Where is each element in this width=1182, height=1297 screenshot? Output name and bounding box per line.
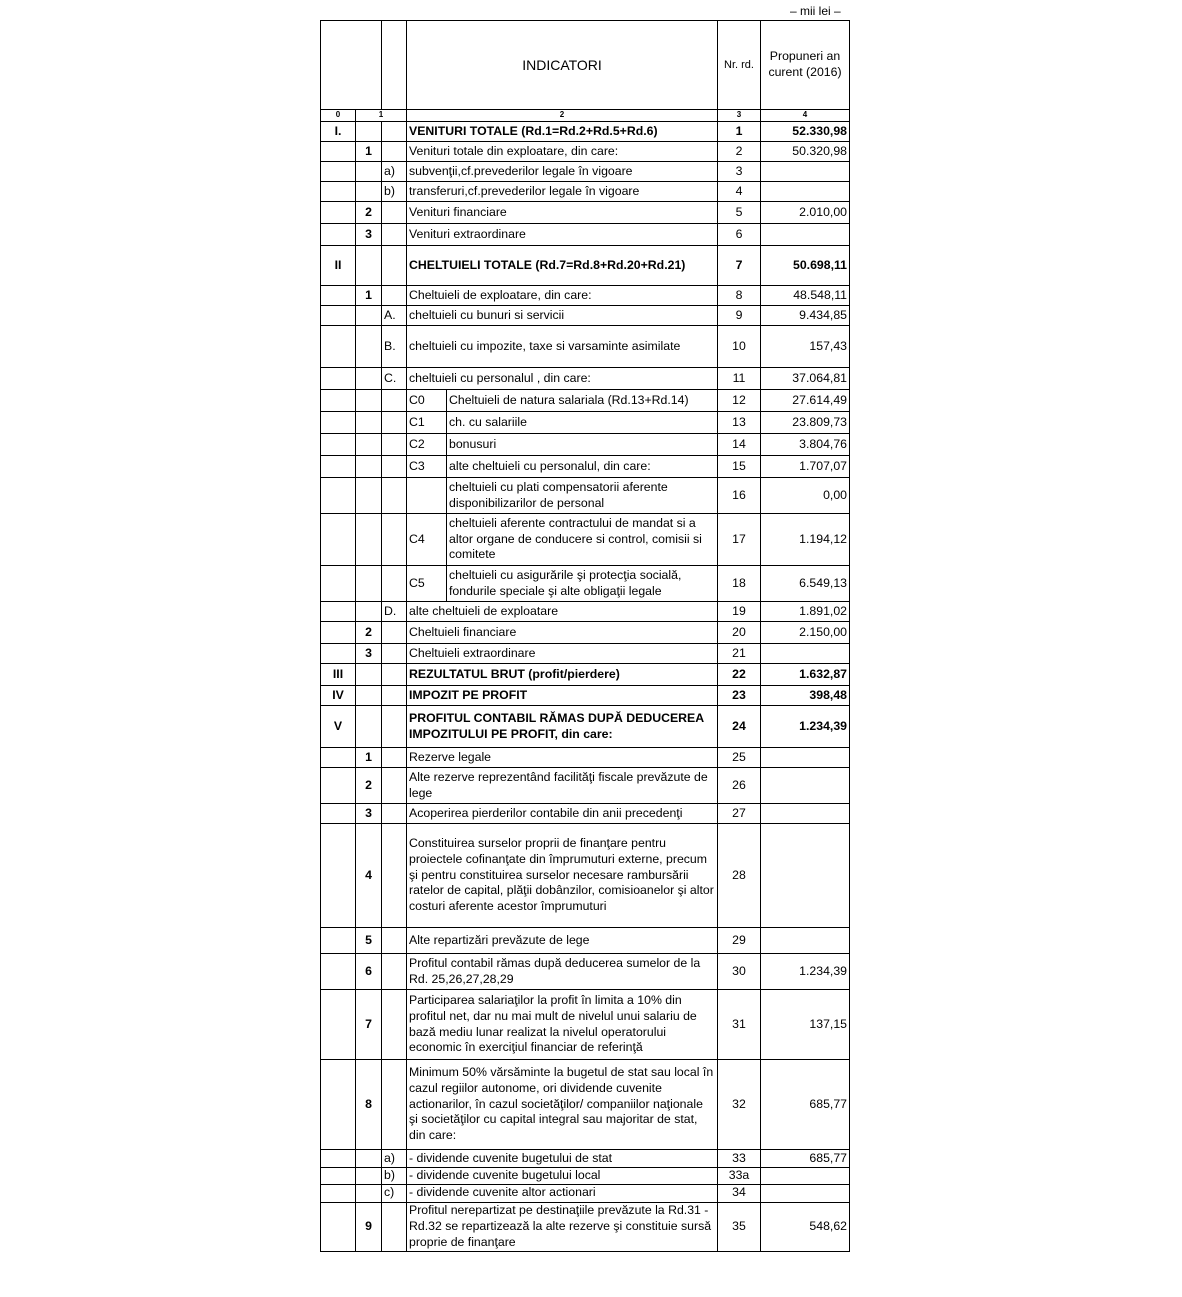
table-row — [321, 306, 850, 326]
header-indicators: INDICATORI — [407, 21, 718, 110]
sub-cell — [382, 1060, 407, 1150]
roman-cell — [321, 1168, 356, 1185]
roman-cell — [321, 390, 356, 412]
value-cell: 50.320,98 — [761, 142, 850, 162]
table-row — [321, 246, 850, 286]
sub-cell — [382, 202, 407, 224]
roman-cell — [321, 306, 356, 326]
value-cell: 137,15 — [761, 990, 850, 1060]
table-row — [321, 990, 850, 1060]
roman-cell — [321, 286, 356, 306]
table-row — [321, 1168, 850, 1185]
table-row — [321, 644, 850, 664]
roman-cell — [321, 748, 356, 768]
roman-cell — [321, 368, 356, 390]
number-cell: 1 — [356, 748, 382, 768]
indicator-cell: Rezerve legale — [407, 748, 718, 768]
indicator-cell: cheltuieli aferente contractului de mandat si a altor organe de conducere si control, comisii si comitete — [447, 514, 718, 566]
value-cell: 685,77 — [761, 1150, 850, 1168]
sub-cell — [382, 686, 407, 706]
table-row — [321, 748, 850, 768]
indicator-cell: PROFITUL CONTABIL RĂMAS DUPĂ DEDUCEREA IMPOZITULUI PE PROFIT, din care: — [407, 706, 718, 748]
roman-cell: III — [321, 664, 356, 686]
code-cell: C2 — [407, 434, 447, 456]
value-cell: 1.194,12 — [761, 514, 850, 566]
value-cell: 52.330,98 — [761, 122, 850, 142]
number-cell — [356, 602, 382, 622]
code-cell: C5 — [407, 566, 447, 602]
value-cell: 548,62 — [761, 1202, 850, 1251]
value-cell: 1.891,02 — [761, 602, 850, 622]
value-cell: 6.549,13 — [761, 566, 850, 602]
indicator-cell: cheltuieli cu asigurările şi protecţia socială, fondurile speciale şi alte obligaţii legale — [447, 566, 718, 602]
row-number-cell: 33a — [718, 1168, 761, 1185]
roman-cell — [321, 1150, 356, 1168]
table-row — [321, 162, 850, 182]
sub-cell: C. — [382, 368, 407, 390]
indicator-cell: - dividende cuvenite bugetului local — [407, 1168, 718, 1185]
sub-cell — [382, 434, 407, 456]
number-cell — [356, 706, 382, 748]
roman-cell — [321, 768, 356, 804]
number-cell: 3 — [356, 224, 382, 246]
roman-cell — [321, 954, 356, 990]
unit-label: – mii lei – — [790, 4, 841, 18]
indicator-cell: transferuri,cf.prevederilor legale în vigoare — [407, 182, 718, 202]
table-row — [321, 928, 850, 954]
sub-cell: B. — [382, 326, 407, 368]
roman-cell — [321, 602, 356, 622]
number-cell: 1 — [356, 286, 382, 306]
number-cell: 7 — [356, 990, 382, 1060]
table-row — [321, 478, 850, 514]
code-cell: C0 — [407, 390, 447, 412]
value-cell — [761, 162, 850, 182]
table-row — [321, 456, 850, 478]
sub-cell: a) — [382, 162, 407, 182]
number-cell — [356, 434, 382, 456]
table-row — [321, 1184, 850, 1202]
indicator-cell: Participarea salariaţilor la profit în limita a 10% din profitul net, dar nu mai mult de nivelul unui salariu de bază mediu lunar realizat la nivelul operatorului economic în exerciţiul financiar de referinţă — [407, 990, 718, 1060]
roman-cell — [321, 412, 356, 434]
row-number-cell: 27 — [718, 804, 761, 824]
roman-cell — [321, 928, 356, 954]
indicator-cell: Acoperirea pierderilor contabile din anii precedenţi — [407, 804, 718, 824]
value-cell: 2.010,00 — [761, 202, 850, 224]
header-nr-rd: Nr. rd. — [718, 21, 761, 110]
roman-cell — [321, 478, 356, 514]
value-cell — [761, 224, 850, 246]
row-number-cell: 24 — [718, 706, 761, 748]
number-cell — [356, 390, 382, 412]
table-row — [321, 326, 850, 368]
table-row — [321, 390, 850, 412]
col-number: 4 — [761, 110, 850, 122]
row-number-cell: 15 — [718, 456, 761, 478]
row-number-cell: 10 — [718, 326, 761, 368]
table-row — [321, 434, 850, 456]
sub-cell — [382, 954, 407, 990]
row-number-cell: 21 — [718, 644, 761, 664]
value-cell — [761, 748, 850, 768]
sub-cell: c) — [382, 1184, 407, 1202]
table-row — [321, 566, 850, 602]
value-cell: 50.698,11 — [761, 246, 850, 286]
row-number-cell: 32 — [718, 1060, 761, 1150]
value-cell — [761, 928, 850, 954]
table-row — [321, 686, 850, 706]
indicator-cell: Profitul contabil rămas după deducerea sumelor de la Rd. 25,26,27,28,29 — [407, 954, 718, 990]
value-cell: 9.434,85 — [761, 306, 850, 326]
table-row — [321, 824, 850, 928]
number-cell — [356, 1150, 382, 1168]
value-cell — [761, 804, 850, 824]
sub-cell: b) — [382, 1168, 407, 1185]
indicator-cell: subvenţii,cf.prevederilor legale în vigoare — [407, 162, 718, 182]
row-number-cell: 5 — [718, 202, 761, 224]
roman-cell — [321, 456, 356, 478]
row-number-cell: 20 — [718, 622, 761, 644]
roman-cell — [321, 990, 356, 1060]
value-cell: 398,48 — [761, 686, 850, 706]
number-cell — [356, 326, 382, 368]
table-row — [321, 1150, 850, 1168]
sub-cell: b) — [382, 182, 407, 202]
indicator-cell: Venituri financiare — [407, 202, 718, 224]
indicator-cell: REZULTATUL BRUT (profit/pierdere) — [407, 664, 718, 686]
roman-cell — [321, 326, 356, 368]
roman-cell — [321, 202, 356, 224]
sub-cell — [382, 456, 407, 478]
row-number-cell: 30 — [718, 954, 761, 990]
table-row — [321, 1202, 850, 1251]
roman-cell — [321, 182, 356, 202]
row-number-cell: 12 — [718, 390, 761, 412]
value-cell — [761, 824, 850, 928]
row-number-cell: 22 — [718, 664, 761, 686]
value-cell — [761, 644, 850, 664]
sub-cell: D. — [382, 602, 407, 622]
roman-cell — [321, 1060, 356, 1150]
table-row — [321, 122, 850, 142]
row-number-cell: 4 — [718, 182, 761, 202]
roman-cell: II — [321, 246, 356, 286]
roman-cell — [321, 566, 356, 602]
number-cell — [356, 1184, 382, 1202]
number-cell — [356, 664, 382, 686]
number-cell: 5 — [356, 928, 382, 954]
table-row — [321, 412, 850, 434]
row-number-cell: 18 — [718, 566, 761, 602]
roman-cell — [321, 644, 356, 664]
indicator-cell: ch. cu salariile — [447, 412, 718, 434]
roman-cell — [321, 514, 356, 566]
table-row — [321, 286, 850, 306]
number-cell — [356, 412, 382, 434]
code-cell: C4 — [407, 514, 447, 566]
row-number-cell: 26 — [718, 768, 761, 804]
indicator-cell: Constituirea surselor proprii de finanţare pentru proiectele cofinanţate din împrumuturi externe, precum şi pentru constituirea surselor necesare rambursării ratelor de capital, plăţii dobânzilor, comisioanelor şi altor costuri aferente acestor împrumuturi — [407, 824, 718, 928]
sub-cell — [382, 706, 407, 748]
budget-table — [320, 20, 850, 1252]
sub-cell — [382, 664, 407, 686]
code-cell: C3 — [407, 456, 447, 478]
table-row — [321, 768, 850, 804]
number-cell: 2 — [356, 768, 382, 804]
roman-cell: IV — [321, 686, 356, 706]
indicator-cell: Cheltuieli extraordinare — [407, 644, 718, 664]
value-cell: 1.234,39 — [761, 954, 850, 990]
indicator-cell: cheltuieli cu bunuri si servicii — [407, 306, 718, 326]
table-row — [321, 182, 850, 202]
roman-cell — [321, 824, 356, 928]
sub-cell — [382, 644, 407, 664]
indicator-cell: Venituri totale din exploatare, din care: — [407, 142, 718, 162]
roman-cell: I. — [321, 122, 356, 142]
row-number-cell: 29 — [718, 928, 761, 954]
indicator-cell: bonusuri — [447, 434, 718, 456]
indicator-cell: Cheltuieli financiare — [407, 622, 718, 644]
row-number-cell: 33 — [718, 1150, 761, 1168]
roman-cell — [321, 162, 356, 182]
sub-cell — [382, 1202, 407, 1251]
row-number-cell: 25 — [718, 748, 761, 768]
sub-cell — [382, 566, 407, 602]
number-cell — [356, 122, 382, 142]
table-row — [321, 514, 850, 566]
sub-cell — [382, 478, 407, 514]
row-number-cell: 6 — [718, 224, 761, 246]
value-cell — [761, 182, 850, 202]
row-number-cell: 19 — [718, 602, 761, 622]
table-row — [321, 954, 850, 990]
roman-cell — [321, 142, 356, 162]
indicator-cell: IMPOZIT PE PROFIT — [407, 686, 718, 706]
row-number-cell: 16 — [718, 478, 761, 514]
row-number-cell: 9 — [718, 306, 761, 326]
indicator-cell: alte cheltuieli cu personalul, din care: — [447, 456, 718, 478]
indicator-cell: cheltuieli cu plati compensatorii aferente disponibilizarilor de personal — [447, 478, 718, 514]
roman-cell — [321, 804, 356, 824]
number-cell: 3 — [356, 804, 382, 824]
value-cell — [761, 1168, 850, 1185]
row-number-cell: 34 — [718, 1184, 761, 1202]
roman-cell — [321, 1184, 356, 1202]
sub-cell — [382, 622, 407, 644]
number-cell: 2 — [356, 622, 382, 644]
sub-cell — [382, 286, 407, 306]
roman-cell: V — [321, 706, 356, 748]
col-number: 0 — [321, 110, 356, 122]
sub-cell — [382, 748, 407, 768]
table-row — [321, 622, 850, 644]
row-number-cell: 3 — [718, 162, 761, 182]
sub-cell — [382, 514, 407, 566]
number-cell — [356, 1168, 382, 1185]
row-number-cell: 2 — [718, 142, 761, 162]
value-cell: 37.064,81 — [761, 368, 850, 390]
row-number-cell: 17 — [718, 514, 761, 566]
sub-cell — [382, 824, 407, 928]
indicator-cell: Profitul nerepartizat pe destinaţiile prevăzute la Rd.31 - Rd.32 se repartizează la alte rezerve şi constituie sursă proprie de finanţare — [407, 1202, 718, 1251]
col-number: 3 — [718, 110, 761, 122]
sub-cell — [382, 804, 407, 824]
table-row — [321, 664, 850, 686]
row-number-cell: 35 — [718, 1202, 761, 1251]
sub-cell: a) — [382, 1150, 407, 1168]
value-cell: 0,00 — [761, 478, 850, 514]
col-number: 2 — [407, 110, 718, 122]
row-number-cell: 13 — [718, 412, 761, 434]
roman-cell — [321, 434, 356, 456]
sub-cell — [382, 224, 407, 246]
table-row — [321, 368, 850, 390]
row-number-cell: 31 — [718, 990, 761, 1060]
row-number-cell: 7 — [718, 246, 761, 286]
header-proposal: Propuneri an curent (2016) — [761, 21, 850, 110]
row-number-cell: 8 — [718, 286, 761, 306]
table-row — [321, 142, 850, 162]
number-cell: 4 — [356, 824, 382, 928]
indicator-cell: Alte repartizări prevăzute de lege — [407, 928, 718, 954]
table-row — [321, 202, 850, 224]
roman-cell — [321, 224, 356, 246]
sub-cell — [382, 412, 407, 434]
number-cell: 6 — [356, 954, 382, 990]
value-cell: 2.150,00 — [761, 622, 850, 644]
indicator-cell: cheltuieli cu personalul , din care: — [407, 368, 718, 390]
number-cell — [356, 456, 382, 478]
value-cell: 1.707,07 — [761, 456, 850, 478]
indicator-cell: Cheltuieli de exploatare, din care: — [407, 286, 718, 306]
value-cell: 3.804,76 — [761, 434, 850, 456]
indicator-cell: - dividende cuvenite altor actionari — [407, 1184, 718, 1202]
number-cell — [356, 182, 382, 202]
row-number-cell: 11 — [718, 368, 761, 390]
table-row — [321, 602, 850, 622]
value-cell: 48.548,11 — [761, 286, 850, 306]
table-row — [321, 804, 850, 824]
sub-cell — [382, 390, 407, 412]
roman-cell — [321, 1202, 356, 1251]
sub-cell — [382, 122, 407, 142]
value-cell: 1.632,87 — [761, 664, 850, 686]
number-cell — [356, 478, 382, 514]
sub-cell — [382, 768, 407, 804]
sub-cell: A. — [382, 306, 407, 326]
value-cell: 23.809,73 — [761, 412, 850, 434]
row-number-cell: 23 — [718, 686, 761, 706]
code-cell — [407, 478, 447, 514]
row-number-cell: 14 — [718, 434, 761, 456]
table-row — [321, 706, 850, 748]
number-cell — [356, 306, 382, 326]
indicator-cell: Minimum 50% vărsăminte la bugetul de stat sau local în cazul regiilor autonome, ori dividende cuvenite actionarilor, în cazul societăţilor/ companiilor naţionale şi societăţilor cu capital integral sau majoritar de stat, din care: — [407, 1060, 718, 1150]
header-blank — [321, 21, 382, 110]
sub-cell — [382, 246, 407, 286]
number-cell: 2 — [356, 202, 382, 224]
number-cell: 1 — [356, 142, 382, 162]
roman-cell — [321, 622, 356, 644]
number-cell — [356, 686, 382, 706]
indicator-cell: cheltuieli cu impozite, taxe si varsaminte asimilate — [407, 326, 718, 368]
indicator-cell: VENITURI TOTALE (Rd.1=Rd.2+Rd.5+Rd.6) — [407, 122, 718, 142]
value-cell: 1.234,39 — [761, 706, 850, 748]
number-cell: 9 — [356, 1202, 382, 1251]
value-cell — [761, 768, 850, 804]
number-cell — [356, 368, 382, 390]
indicator-cell: Cheltuieli de natura salariala (Rd.13+Rd.14) — [447, 390, 718, 412]
value-cell: 27.614,49 — [761, 390, 850, 412]
indicator-cell: alte cheltuieli de exploatare — [407, 602, 718, 622]
number-cell — [356, 162, 382, 182]
value-cell: 685,77 — [761, 1060, 850, 1150]
code-cell: C1 — [407, 412, 447, 434]
row-number-cell: 28 — [718, 824, 761, 928]
value-cell: 157,43 — [761, 326, 850, 368]
number-cell — [356, 246, 382, 286]
indicator-cell: Alte rezerve reprezentând facilităţi fiscale prevăzute de lege — [407, 768, 718, 804]
sub-cell — [382, 142, 407, 162]
indicator-cell: CHELTUIELI TOTALE (Rd.7=Rd.8+Rd.20+Rd.21) — [407, 246, 718, 286]
row-number-cell: 1 — [718, 122, 761, 142]
header-blank-2 — [382, 21, 407, 110]
sub-cell — [382, 928, 407, 954]
table-row — [321, 224, 850, 246]
col-number: 1 — [356, 110, 407, 122]
number-cell — [356, 566, 382, 602]
indicator-cell: - dividende cuvenite bugetului de stat — [407, 1150, 718, 1168]
number-cell: 3 — [356, 644, 382, 664]
number-cell: 8 — [356, 1060, 382, 1150]
sub-cell — [382, 990, 407, 1060]
number-cell — [356, 514, 382, 566]
indicator-cell: Venituri extraordinare — [407, 224, 718, 246]
table-row — [321, 1060, 850, 1150]
value-cell — [761, 1184, 850, 1202]
